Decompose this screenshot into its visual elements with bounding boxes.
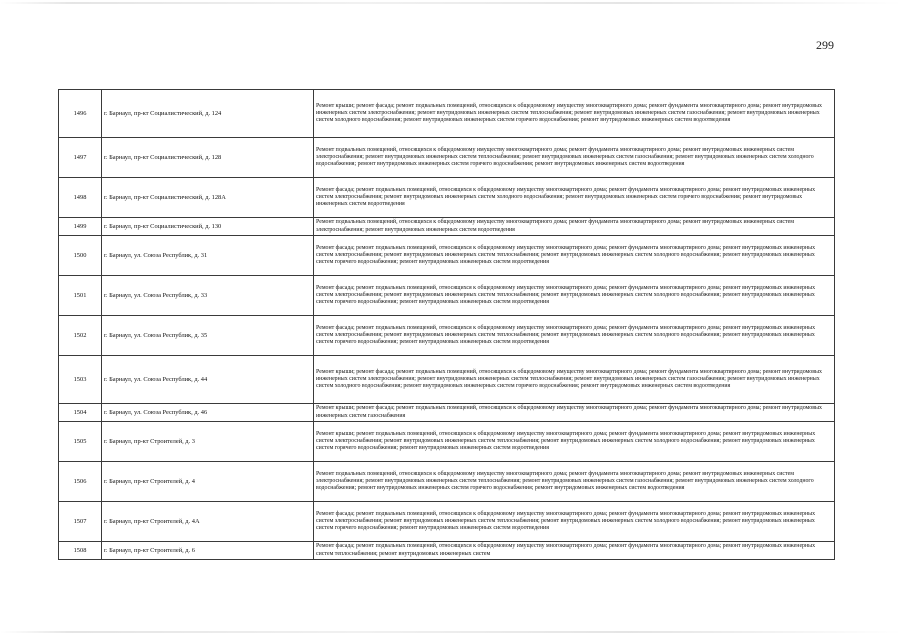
table-row (59, 218, 835, 236)
page-number: 299 (816, 38, 834, 52)
table-row (59, 502, 835, 542)
building-address: г. Барнаул, пр-кт Социалистический, д. 128А (102, 178, 314, 218)
repair-works: Ремонт подвальных помещений, относящихся к общедомовому имуществу многоквартирного дома; ремонт фундамента многоквартирного дома; ремонт внутридомовых инженерных систем электроснабжения; ремонт внутридомовых инженерных систем водоотведения (314, 218, 835, 236)
building-address: г. Барнаул, ул. Союза Республик, д. 33 (102, 276, 314, 316)
repair-works: Ремонт фасада; ремонт подвальных помещений, относящихся к общедомовому имуществу многоквартирного дома; ремонт фундамента многоквартирного дома; ремонт внутридомовых инженерных систем электроснабжения; ремонт внутридомовых инженерных систем теплоснабжения; ремонт внутридомовых инженерных систем холодного водоснабжения; ремонт внутридомовых инженерных систем горячего водоснабжения; ремонт внутридомовых инженерных систем водоотведения (314, 316, 835, 356)
table-row (59, 542, 835, 560)
row-number: 1498 (59, 178, 102, 218)
table-row (59, 462, 835, 502)
repair-works: Ремонт фасада; ремонт подвальных помещений, относящихся к общедомовому имуществу многоквартирного дома; ремонт фундамента многоквартирного дома; ремонт внутридомовых инженерных систем электроснабжения; ремонт внутридомовых инженерных систем теплоснабжения; ремонт внутридомовых инженерных систем холодного водоснабжения; ремонт внутридомовых инженерных систем горячего водоснабжения; ремонт внутридомовых инженерных систем водоотведения (314, 236, 835, 276)
repair-works: Ремонт крыши; ремонт фасада; ремонт подвальных помещений, относящихся к общедомовому имуществу многоквартирного дома; ремонт фундамента многоквартирного дома; ремонт внутридомовых инженерных систем электроснабжения; ремонт внутридомовых инженерных систем теплоснабжения; ремонт внутридомовых инженерных систем газоснабжения; ремонт внутридомовых инженерных систем холодного водоснабжения; ремонт внутридомовых инженерных систем горячего водоснабжения; ремонт внутридомовых инженерных систем водоотведения (314, 90, 835, 138)
table-row (59, 276, 835, 316)
repair-works: Ремонт крыши; ремонт фасада; ремонт подвальных помещений, относящихся к общедомовому имуществу многоквартирного дома; ремонт фундамента многоквартирного дома; ремонт внутридомовых инженерных систем электроснабжения; ремонт внутридомовых инженерных систем теплоснабжения; ремонт внутридомовых инженерных систем газоснабжения; ремонт внутридомовых инженерных систем холодного водоснабжения; ремонт внутридомовых инженерных систем горячего водоснабжения; ремонт внутридомовых инженерных систем водоотведения (314, 356, 835, 404)
row-number: 1499 (59, 218, 102, 236)
table-row (59, 178, 835, 218)
table-row (59, 90, 835, 138)
repair-works: Ремонт фасада; ремонт подвальных помещений, относящихся к общедомовому имуществу многоквартирного дома; ремонт фундамента многоквартирного дома; ремонт внутридомовых инженерных систем электроснабжения; ремонт внутридомовых инженерных систем холодного водоснабжения; ремонт внутридомовых инженерных систем горячего водоснабжения; ремонт внутридомовых инженерных систем водоотведения (314, 178, 835, 218)
table-row (59, 236, 835, 276)
row-number: 1508 (59, 542, 102, 560)
row-number: 1504 (59, 404, 102, 422)
table-row (59, 356, 835, 404)
repair-register-table (58, 89, 835, 560)
row-number: 1497 (59, 138, 102, 178)
building-address: г. Барнаул, пр-кт Строителей, д. 3 (102, 422, 314, 462)
building-address: г. Барнаул, пр-кт Строителей, д. 4 (102, 462, 314, 502)
row-number: 1496 (59, 90, 102, 138)
building-address: г. Барнаул, пр-кт Строителей, д. 4А (102, 502, 314, 542)
building-address: г. Барнаул, пр-кт Социалистический, д. 128 (102, 138, 314, 178)
row-number: 1501 (59, 276, 102, 316)
scan-artifact-bottom (0, 631, 902, 633)
table-row (59, 404, 835, 422)
table-row (59, 316, 835, 356)
repair-works: Ремонт фасада; ремонт подвальных помещений, относящихся к общедомовому имуществу многоквартирного дома; ремонт фундамента многоквартирного дома; ремонт внутридомовых инженерных систем теплоснабжения; ремонт внутридомовых инженерных систем (314, 542, 835, 560)
building-address: г. Барнаул, пр-кт Социалистический, д. 124 (102, 90, 314, 138)
repair-works: Ремонт подвальных помещений, относящихся к общедомовому имуществу многоквартирного дома; ремонт фундамента многоквартирного дома; ремонт внутридомовых инженерных систем электроснабжения; ремонт внутридомовых инженерных систем теплоснабжения; ремонт внутридомовых инженерных систем газоснабжения; ремонт внутридомовых инженерных систем холодного водоснабжения; ремонт внутридомовых инженерных систем горячего водоснабжения; ремонт внутридомовых инженерных систем водоотведения (314, 138, 835, 178)
building-address: г. Барнаул, ул. Союза Республик, д. 44 (102, 356, 314, 404)
row-number: 1507 (59, 502, 102, 542)
table-row (59, 138, 835, 178)
building-address: г. Барнаул, пр-кт Строителей, д. 6 (102, 542, 314, 560)
building-address: г. Барнаул, ул. Союза Республик, д. 46 (102, 404, 314, 422)
row-number: 1502 (59, 316, 102, 356)
building-address: г. Барнаул, ул. Союза Республик, д. 31 (102, 236, 314, 276)
repair-works: Ремонт крыши; ремонт фасада; ремонт подвальных помещений, относящихся к общедомовому имуществу многоквартирного дома; ремонт фундамента многоквартирного дома; ремонт внутридомовых инженерных систем газоснабжения (314, 404, 835, 422)
row-number: 1506 (59, 462, 102, 502)
row-number: 1505 (59, 422, 102, 462)
repair-works: Ремонт подвальных помещений, относящихся к общедомовому имуществу многоквартирного дома; ремонт фундамента многоквартирного дома; ремонт внутридомовых инженерных систем электроснабжения; ремонт внутридомовых инженерных систем теплоснабжения; ремонт внутридомовых инженерных систем газоснабжения; ремонт внутридомовых инженерных систем холодного водоснабжения; ремонт внутридомовых инженерных систем горячего водоснабжения; ремонт внутридомовых инженерных систем водоотведения (314, 462, 835, 502)
repair-works: Ремонт фасада; ремонт подвальных помещений, относящихся к общедомовому имуществу многоквартирного дома; ремонт фундамента многоквартирного дома; ремонт внутридомовых инженерных систем электроснабжения; ремонт внутридомовых инженерных систем теплоснабжения; ремонт внутридомовых инженерных систем холодного водоснабжения; ремонт внутридомовых инженерных систем горячего водоснабжения; ремонт внутридомовых инженерных систем водоотведения (314, 502, 835, 542)
row-number: 1500 (59, 236, 102, 276)
repair-works: Ремонт крыши; ремонт подвальных помещений, относящихся к общедомовому имуществу многоквартирного дома; ремонт фундамента многоквартирного дома; ремонт внутридомовых инженерных систем электроснабжения; ремонт внутридомовых инженерных систем теплоснабжения; ремонт внутридомовых инженерных систем холодного водоснабжения; ремонт внутридомовых инженерных систем горячего водоснабжения; ремонт внутридомовых инженерных систем водоотведения (314, 422, 835, 462)
table-row (59, 422, 835, 462)
building-address: г. Барнаул, пр-кт Социалистический, д. 130 (102, 218, 314, 236)
repair-works: Ремонт фасада; ремонт подвальных помещений, относящихся к общедомовому имуществу многоквартирного дома; ремонт фундамента многоквартирного дома; ремонт внутридомовых инженерных систем электроснабжения; ремонт внутридомовых инженерных систем теплоснабжения; ремонт внутридомовых инженерных систем холодного водоснабжения; ремонт внутридомовых инженерных систем горячего водоснабжения; ремонт внутридомовых инженерных систем водоотведения (314, 276, 835, 316)
scan-artifact-top (0, 2, 902, 4)
row-number: 1503 (59, 356, 102, 404)
building-address: г. Барнаул, ул. Союза Республик, д. 35 (102, 316, 314, 356)
